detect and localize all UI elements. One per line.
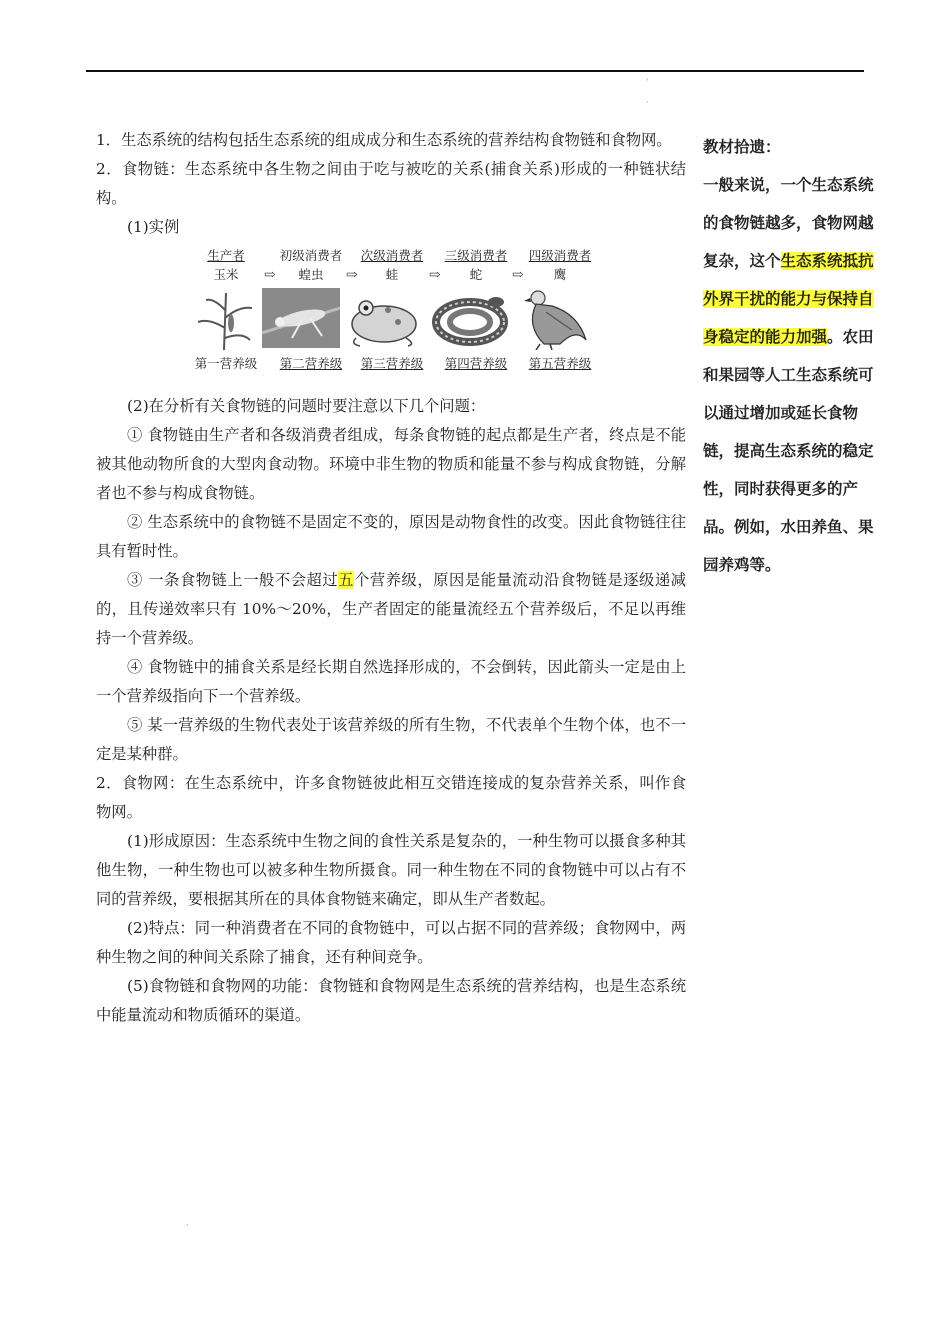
- paragraph: 2．食物链：生态系统中各生物之间由于吃与被吃的关系(捕食关系)形成的一种链状结构。: [96, 160, 686, 207]
- paragraph: 1．生态系统的结构包括生态系统的组成成分和生态系统的营养结构食物链和食物网。: [96, 131, 672, 149]
- organism-name: 蝗虫: [298, 267, 324, 282]
- paragraph: (2)在分析有关食物链的问题时要注意以下几个问题：: [127, 397, 486, 415]
- side-note-title: 教材拾遗：: [703, 138, 781, 156]
- trophic-role: 生产者: [207, 248, 245, 263]
- text-run: 个营养级，原因是能量流动沿食物链是逐级递减的，且传递效率只有 10%～20%，生产者固定的能量流经五个营养级后，不足以再维持一个营养级。: [96, 571, 686, 647]
- corn-icon: [194, 288, 256, 350]
- paragraph: (1)实例: [127, 218, 180, 236]
- organism-name: 蛙: [385, 267, 399, 282]
- arrow-icon: ⇨: [512, 267, 524, 283]
- food-chain-figure: [186, 248, 606, 388]
- text-run: 一般来说，一个生态系统的食物链越多，食物网越复杂，这个: [703, 176, 874, 270]
- organism-name: 鹰: [553, 267, 567, 282]
- locust-icon: [262, 288, 340, 348]
- paragraph: (5)食物链和食物网的功能：食物链和食物网是生态系统的营养结构，也是生态系统中能量流动和物质循环的渠道。: [96, 977, 686, 1024]
- eagle-icon: [516, 288, 592, 350]
- arrow-icon: ⇨: [429, 267, 441, 283]
- chain-column: [352, 248, 432, 283]
- highlight-mark: 五: [338, 571, 355, 589]
- paragraph: 2．食物网：在生态系统中，许多食物链彼此相互交错连接成的复杂营养关系，叫作食物网。: [96, 774, 686, 821]
- chain-column: [271, 248, 351, 283]
- trophic-role: 三级消费者: [444, 248, 508, 263]
- text-run: ③ 一条食物链上一般不会超过: [127, 571, 339, 589]
- organism-name: 玉米: [213, 267, 239, 282]
- organism-name: 蛇: [469, 267, 483, 282]
- trophic-level: 第一营养级: [194, 356, 258, 371]
- page-mark: ˈ: [646, 78, 649, 87]
- page-mark: ˌ: [186, 1218, 189, 1227]
- trophic-level: 第四营养级: [444, 356, 508, 371]
- paragraph: ① 食物链由生产者和各级消费者组成，每条食物链的起点都是生产者，终点是不能被其他动物所食的大型肉食动物。环境中非生物的物质和能量不参与构成食物链，分解者也不参与构成食物链。: [96, 426, 686, 502]
- side-note-body: [703, 166, 875, 584]
- text-run: 。农田和果园等人工生态系统可以通过增加或延长食物链，提高生态系统的稳定性，同时获得更多的产品。例如，水田养鱼、果园养鸡等。: [703, 328, 874, 574]
- paragraph: ④ 食物链中的捕食关系是经长期自然选择形成的，不会倒转，因此箭头一定是由上一个营养级指向下一个营养级。: [96, 658, 686, 705]
- side-note: [703, 128, 875, 584]
- chain-column: [436, 248, 516, 283]
- main-content: [96, 126, 686, 1030]
- trophic-level: 第二营养级: [279, 356, 343, 371]
- trophic-role: 初级消费者: [279, 248, 343, 263]
- paragraph: (2)特点：同一种消费者在不同的食物链中，可以占据不同的营养级；食物网中，两种生物之间的种间关系除了捕食，还有种间竞争。: [96, 919, 686, 966]
- paragraph: (1)形成原因：生态系统中生物之间的食性关系是复杂的，一种生物可以摄食多种其他生物，一种生物也可以被多种生物所摄食。同一种生物在不同的食物链中可以占有不同的营养级，要根据其所在的具体食物链来确定，即从生产者数起。: [96, 832, 686, 908]
- chain-column: [520, 248, 600, 283]
- header-rule: [86, 70, 864, 72]
- paragraph: ② 生态系统中的食物链不是固定不变的，原因是动物食性的改变。因此食物链往往具有暂时性。: [96, 513, 686, 560]
- trophic-level: 第三营养级: [360, 356, 424, 371]
- page-mark: ·: [646, 98, 649, 107]
- trophic-role: 次级消费者: [360, 248, 424, 263]
- chain-column: [186, 248, 266, 283]
- trophic-role: 四级消费者: [528, 248, 592, 263]
- highlight-mark: 生态系统抵抗外界干扰的能力与保持自身稳定的能力加强: [703, 252, 874, 346]
- arrow-icon: ⇨: [346, 267, 358, 283]
- trophic-level: 第五营养级: [528, 356, 592, 371]
- paragraph: [96, 566, 686, 653]
- snake-icon: [430, 288, 510, 348]
- arrow-icon: ⇨: [264, 267, 276, 283]
- frog-icon: [346, 288, 422, 348]
- paragraph: ⑤ 某一营养级的生物代表处于该营养级的所有生物，不代表单个生物个体，也不一定是某种群。: [96, 716, 686, 763]
